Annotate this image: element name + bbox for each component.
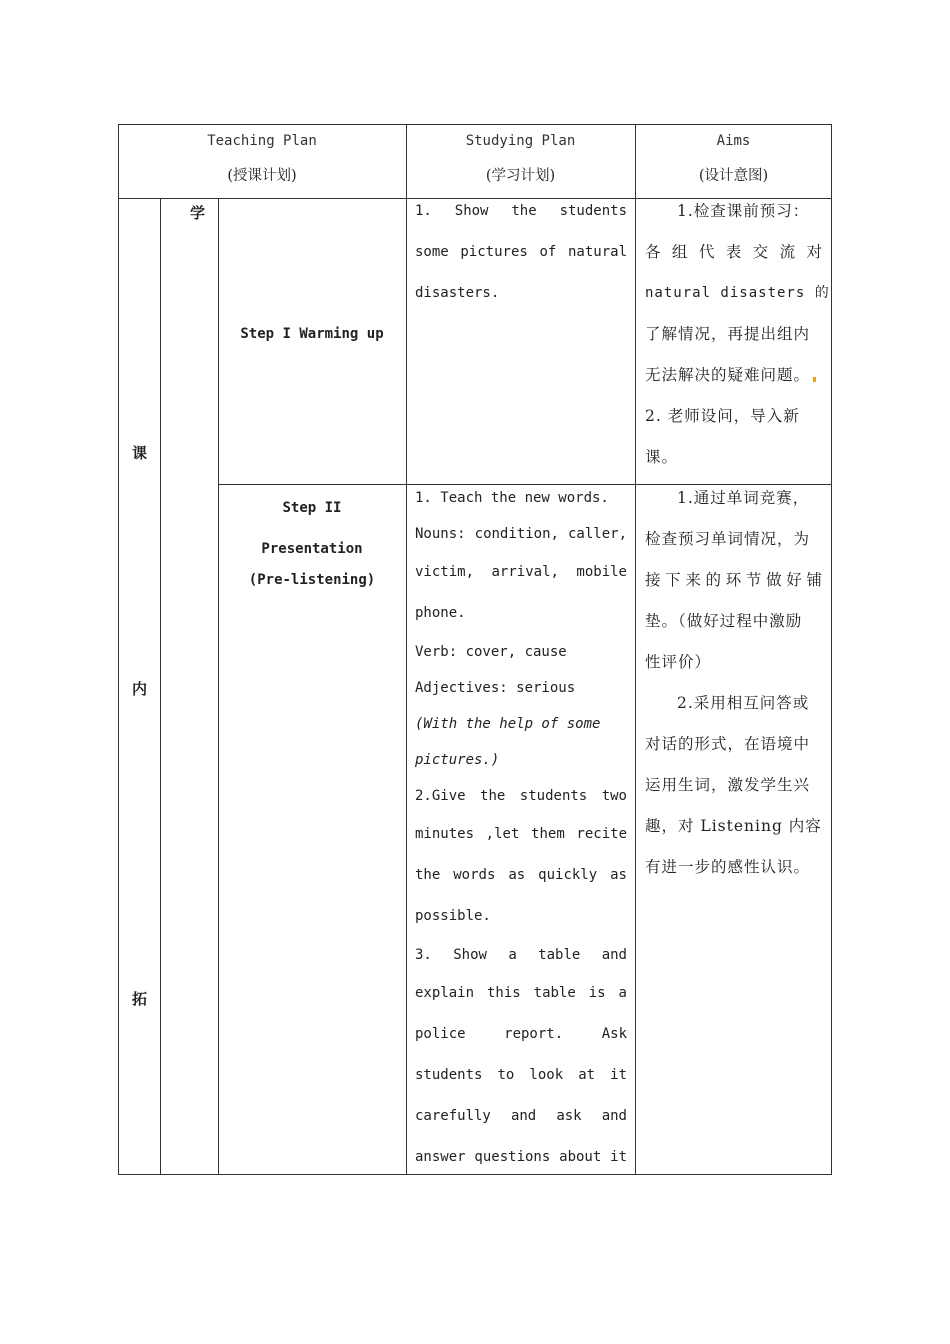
step2-aims-line: 趣，对 Listening 内容 — [645, 817, 822, 835]
study-p1: 1. Teach the new words. — [415, 490, 609, 506]
study-p3: Verb: cover, cause — [415, 644, 567, 660]
column-divider-2 — [635, 124, 636, 1175]
study-p6-line: possible. — [415, 908, 491, 924]
column-divider-left-2 — [218, 198, 219, 1175]
label-tuo: 拓 — [132, 990, 148, 1008]
header-aims-en: Aims — [716, 133, 751, 149]
step2-studying-plan — [415, 480, 627, 1178]
header-teaching-plan — [118, 124, 406, 194]
highlight-mark — [813, 377, 816, 382]
column-divider-left-1 — [160, 198, 161, 1175]
step1-study-line: disasters. — [415, 285, 500, 301]
table-border-right — [831, 124, 832, 1175]
study-p7-line: students to look at it — [415, 1067, 627, 1083]
study-p2-line: Nouns: condition, caller, — [415, 526, 627, 542]
header-teaching-plan-en: Teaching Plan — [207, 133, 317, 149]
step2-title-line2: Presentation — [261, 541, 363, 557]
step2-aims-line: 接下来的环节做好铺 — [645, 571, 823, 589]
step2-aims-line: 1.通过单词竞赛， — [677, 489, 810, 507]
study-p6-line: minutes ,let them recite — [415, 826, 627, 842]
step1-aims-line: natural disasters 的 — [645, 285, 830, 301]
study-p4: Adjectives: serious — [415, 680, 576, 696]
study-p5-line: pictures.) — [415, 752, 500, 768]
step1-aims-line: 2. 老师设问，导入新 — [645, 407, 800, 425]
step2-aims-line: 垫。（做好过程中激励 — [645, 612, 803, 630]
step1-aims — [645, 191, 830, 478]
header-studying-plan — [406, 124, 635, 194]
step2-aims-line: 对话的形式，在语境中 — [645, 735, 811, 753]
study-p7-line: carefully and ask and — [415, 1108, 627, 1124]
column-divider-1 — [406, 124, 407, 1175]
step1-aims-line: 无法解决的疑难问题。 — [645, 355, 823, 396]
header-aims-zh: (设计意图) — [698, 168, 769, 184]
step1-aims-line: 1.检查课前预习： — [677, 202, 810, 220]
study-p7-line: answer questions about it — [415, 1149, 627, 1165]
header-aims — [635, 124, 832, 194]
step2-title-line1: Step II — [282, 500, 342, 516]
step1-study-line: 1. Show the students — [415, 203, 627, 219]
header-teaching-plan-zh: (授课计划) — [227, 168, 297, 184]
step1-aims-line: 课。 — [645, 448, 679, 466]
step2-aims-line: 检查预习单词情况，为 — [645, 530, 811, 548]
study-p2-line: victim, arrival, mobile — [415, 564, 627, 580]
study-p5-line: (With the help of some — [415, 716, 601, 732]
step1-aims-line: 各 组 代 表 交 流 对 — [645, 243, 823, 261]
step2-title-line3: (Pre-listening) — [248, 572, 376, 588]
step1-aims-line: 了解情况，再提出组内 — [645, 325, 811, 343]
step1-studying-plan — [415, 191, 627, 314]
step2-title — [218, 488, 406, 594]
step2-aims-line: 2.采用相互问答或 — [677, 694, 810, 712]
study-p7-line: police report. Ask — [415, 1026, 627, 1042]
step1-study-line: some pictures of natural — [415, 244, 627, 260]
step2-aims-line: 运用生词，激发学生兴 — [645, 776, 811, 794]
label-xue: 学 — [190, 204, 206, 222]
label-ke: 课 — [132, 444, 148, 462]
label-nei: 内 — [132, 680, 148, 698]
step2-aims-line: 有进一步的感性认识。 — [645, 858, 811, 876]
study-p2-line: phone. — [415, 605, 466, 621]
step2-aims — [645, 478, 823, 888]
header-studying-plan-en: Studying Plan — [465, 133, 576, 149]
header-studying-plan-zh: (学习计划) — [485, 168, 556, 184]
step2-aims-line: 性评价） — [645, 653, 712, 671]
lesson-plan-table — [118, 124, 832, 1175]
table-border-left — [118, 124, 119, 1175]
study-p7-line: 3. Show a table and — [415, 947, 627, 963]
study-p6-line: the words as quickly as — [415, 867, 627, 883]
study-p6-line: 2.Give the students two — [415, 788, 627, 804]
study-p7-line: explain this table is a — [415, 985, 627, 1001]
step1-title: Step I Warming up — [240, 326, 384, 342]
